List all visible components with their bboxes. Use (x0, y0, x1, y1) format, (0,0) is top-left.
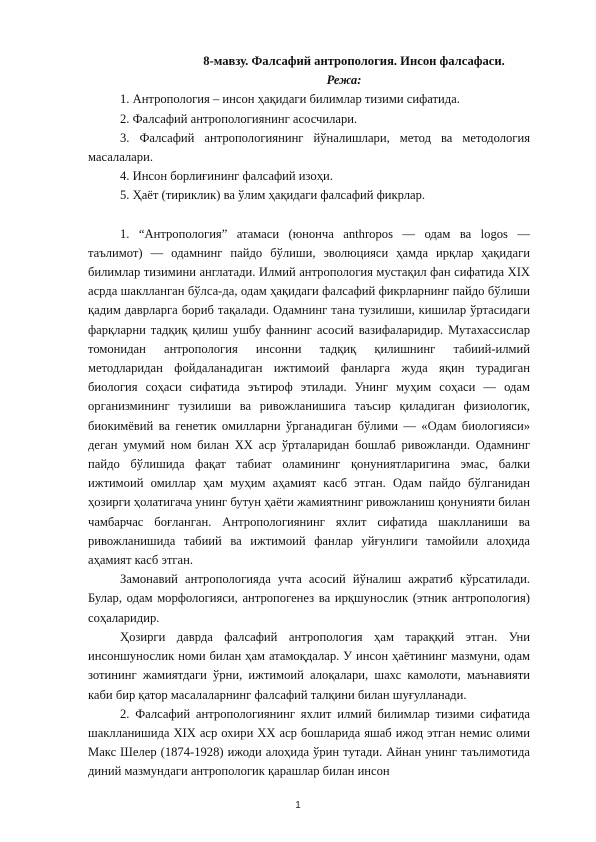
page-content (88, 52, 530, 782)
body-paragraph: Замонавий антропологияда учта асосий йўналиш ажратиб кўрсатилади. Булар, одам морфологияси, антропогенез ва ирқшунослик (этник антропология) соҳаларидир. (88, 572, 530, 625)
plan-item: 1. Антропология – инсон ҳақидаги билимлар тизими сифатида. (120, 92, 460, 107)
plan-item: 3. Фалсафий антропологиянинг йўналишлари, метод ва методология масалалари. (88, 130, 530, 165)
body-paragraph: Ҳозирги даврда фалсафий антропология ҳам тараққий этган. Уни инсоншунослик номи билан ҳам атамоқдалар. У инсон ҳаётининг мазмуни, одам зотининг жамиятдаги ўрни, ижтимоий алоқалари, шахс камолоти, маънавияти каби бир қатор масалаларнинг фалсафий талқини билан шуғулланади. (88, 629, 530, 702)
section-spacer (88, 206, 530, 225)
page-title: 8-мавзу. Фалсафий антропология. Инсон фалсафаси. (203, 54, 505, 68)
plan-heading: Режа: (326, 73, 362, 88)
plan-item: 5. Ҳаёт (тириклик) ва ўлим ҳақидаги фалсафий фикрлар. (120, 188, 426, 203)
body-paragraph: 2. Фалсафий антропологиянинг яхлит илмий билимлар тизими сифатида шаклланишида XIX аср охири XX аср бошларида яшаб ижод этган немис олими Макс Шелер (1874-1928) ижоди алоҳида ўрин тутади. Айнан унинг таълимотида диний мазмундаги антропологик қарашлар билан инсон (88, 706, 530, 779)
plan-item: 2. Фалсафий антропологиянинг асосчилари. (120, 111, 358, 126)
body-paragraph: 1. “Антропология” атамаси (юнонча anthropos — одам ва logos — таълимот) — одамнинг пайдо бўлиши, эволюцияси ҳамда ирқлар ҳақидаги билимлар тизимини англатади. Илмий антропология мустақил фан сифатида XIX асрда шаклланган бўлса-да, одам ҳақидаги фалсафий фикрларнинг пайдо бўлиши қадим даврларга бориб тақалади. Одамнинг тана тузилиши, кишилар ўртасидаги фарқларни тадқиқ қилиш ушбу фаннинг асосий вазифаларидир. Мутахассислар томонидан антропология инсонни тадқиқ қилишнинг табиий-илмий методларидан фойдаланадиган ижтимоий фанларга жуда яқин турадиган биология соҳаси сифатида эътироф этилади. Унинг муҳим соҳаси — одам организмининг тузилиши ва ривожланишига таъсир қиладиган физиологик, биокимёвий ва генетик омилларни ўрганадиган бўлими — «Одам биологияси» деган умумий ном билан XX аср ўрталаридан бошлаб ривожланди. Одамнинг пайдо бўлишида фақат табиат оламининг қонуниятларигина эмас, балки ижтимоий омиллар ҳам муҳим аҳамият касб этган. Одам пайдо бўлганидан ҳозирги ҳолатигача унинг бутун ҳаёти жамиятнинг ривожланиш қонунияти билан чамбарчас боғланган. Антропологиянинг яхлит сифатида шаклланиши ва ривожланишида табиий ва ижтимоий фанлар уйғунлиги тамойили алоҳида аҳамият касб этган. (88, 226, 530, 568)
plan-item: 4. Инсон борлиғининг фалсафий изоҳи. (120, 169, 333, 184)
plan-list (88, 90, 530, 205)
page-number: 1 (295, 800, 301, 811)
